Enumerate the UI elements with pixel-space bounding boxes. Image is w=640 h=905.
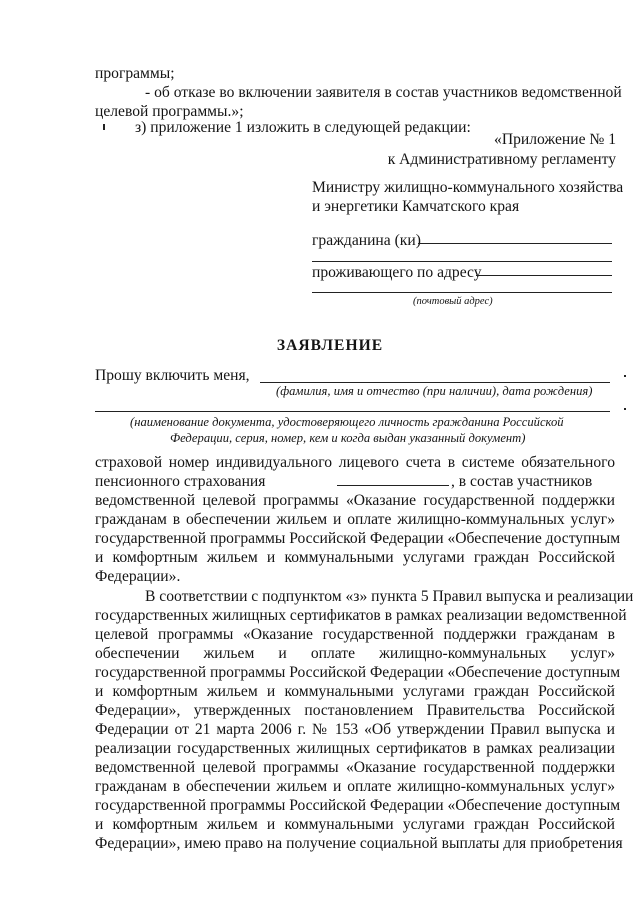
paragraph-line: ведомственной целевой программы «Оказание государственной поддержки bbox=[95, 759, 615, 776]
document-note: (наименование документа, удостоверяющего личность гражданина Российской bbox=[130, 415, 564, 429]
paragraph-line: ведомственной целевой программы «Оказание государственной поддержки bbox=[95, 492, 615, 509]
paragraph-line: государственной программы Российской Федерации «Обеспечение доступным bbox=[95, 797, 621, 814]
paragraph-line: и комфортным жильем и коммунальными услугами граждан Российской bbox=[95, 816, 615, 833]
paragraph-line: пенсионного страхования bbox=[95, 473, 266, 490]
document-title: ЗАЯВЛЕНИЕ bbox=[276, 337, 384, 354]
request-lead: Прошу включить меня, bbox=[95, 367, 250, 384]
address-field-2[interactable] bbox=[312, 292, 612, 293]
document-field[interactable] bbox=[95, 411, 610, 412]
paragraph-line: и комфортным жильем и коммунальными услугами граждан Российской bbox=[95, 683, 615, 700]
paragraph-line: и комфортным жильем и коммунальными услугами граждан Российской bbox=[95, 549, 615, 566]
paragraph-line: государственной программы Российской Федерации «Обеспечение доступным bbox=[95, 664, 621, 681]
residing-label: проживающего по адресу bbox=[312, 264, 482, 281]
scan-mark bbox=[103, 124, 105, 130]
text-line: - об отказе во включении заявителя в состав участников ведомственной bbox=[145, 84, 622, 101]
postal-note: (почтовый адрес) bbox=[413, 296, 493, 307]
name-field[interactable] bbox=[260, 382, 610, 383]
paragraph-line: Федерации». bbox=[95, 568, 181, 585]
citizen-field[interactable] bbox=[418, 243, 612, 244]
paragraph-line: реализации государственных жилищных сертификатов в рамках реализации bbox=[95, 740, 615, 757]
document-note: Федерации, серия, номер, кем и когда выдан указанный документ) bbox=[170, 431, 526, 445]
paragraph-line: гражданам в обеспечении жильем и оплате жилищно-коммунальных услуг» bbox=[95, 778, 615, 795]
address-field[interactable] bbox=[476, 275, 612, 276]
addressee-line: и энергетики Камчатского края bbox=[312, 198, 520, 215]
paragraph-line: целевой программы «Оказание государственной поддержки гражданам в bbox=[95, 626, 615, 643]
paragraph-line: , в состав участников bbox=[451, 473, 593, 490]
appendix-label: «Приложение № 1 bbox=[494, 131, 616, 148]
paragraph-line: страховой номер индивидуального лицевого счета в системе обязательного bbox=[95, 454, 615, 471]
paragraph-line: В соответствии с подпунктом «з» пункта 5 Правил выпуска и реализации bbox=[145, 588, 634, 605]
snils-field[interactable] bbox=[337, 485, 449, 486]
regulation-label: к Административному регламенту bbox=[387, 151, 616, 168]
paragraph-line: Федерации от 21 марта 2006 г. № 153 «Об утверждении Правил выпуска и bbox=[95, 721, 615, 738]
scan-mark bbox=[624, 408, 626, 410]
addressee-line: Министру жилищно-коммунального хозяйства bbox=[312, 179, 624, 196]
text-line: з) приложение 1 изложить в следующей редакции: bbox=[135, 119, 471, 136]
paragraph-line: гражданам в обеспечении жильем и оплате жилищно-коммунальных услуг» bbox=[95, 511, 615, 528]
paragraph-line: государственной программы Российской Федерации «Обеспечение доступным bbox=[95, 530, 621, 547]
citizen-label: гражданина (ки) bbox=[312, 232, 421, 249]
paragraph-line: Федерации», утвержденных постановлением Правительства Российской bbox=[95, 702, 615, 719]
paragraph-line: обеспечении жильем и оплате жилищно-коммунальных услуг» bbox=[95, 645, 615, 662]
paragraph-line: Федерации», имею право на получение социальной выплаты для приобретения bbox=[95, 835, 623, 852]
citizen-field-2[interactable] bbox=[312, 261, 612, 262]
paragraph-line: государственных жилищных сертификатов в рамках реализации ведомственной bbox=[95, 607, 627, 624]
text-line: целевой программы.»; bbox=[95, 103, 244, 120]
scan-mark bbox=[624, 375, 626, 377]
text-line: программы; bbox=[95, 65, 175, 82]
name-note: (фамилия, имя и отчество (при наличии), дата рождения) bbox=[276, 384, 593, 398]
